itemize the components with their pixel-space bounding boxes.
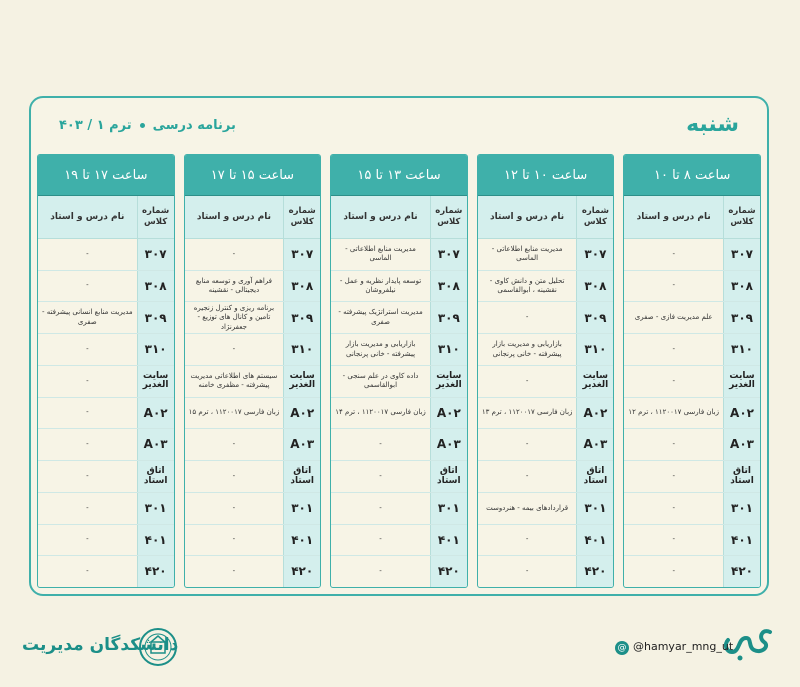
table-row [331, 302, 467, 334]
room-number: ۴۰۱ [576, 525, 613, 556]
room-number: ۴۲۰ [137, 556, 174, 587]
course-cell: - [379, 503, 382, 512]
time-column [184, 154, 322, 588]
course-cell: - [232, 503, 236, 512]
course-cell: - [232, 440, 236, 449]
course-cell: سیستم های اطلاعاتی مدیریت پیشرفته - مظفری خامنه [190, 371, 278, 390]
table-row [185, 334, 321, 366]
course-cell: مدیریت منابع اطلاعاتی - الماسی [345, 244, 416, 263]
course-cell: - [232, 566, 236, 575]
course-cell: - [672, 535, 675, 544]
room-number: اتاق استاد [283, 461, 320, 492]
course-cell: داده کاوی در علم سنجی - ابوالقاسمی [342, 371, 419, 390]
room-number-header: شماره کلاس [430, 196, 467, 238]
course-cell: - [86, 344, 89, 353]
course-name-header: نام درس و استاد [636, 212, 711, 222]
room-number: A۰۳ [137, 429, 174, 460]
room-number: ۳۰۱ [137, 493, 174, 524]
course-cell: - [232, 344, 236, 353]
table-row [478, 461, 614, 493]
course-cell: - [672, 440, 675, 449]
table-row [624, 239, 760, 271]
table-row [38, 493, 174, 525]
room-number: ۴۲۰ [723, 556, 760, 587]
room-number: ۴۲۰ [283, 556, 320, 587]
at-icon: @ [615, 641, 629, 655]
course-cell: - [86, 566, 89, 575]
room-number: ۳۰۷ [723, 239, 760, 270]
room-number: ۴۰۱ [283, 525, 320, 556]
room-number: A۰۳ [283, 429, 320, 460]
table-row [331, 556, 467, 587]
table-row [38, 334, 174, 366]
room-number: ۳۰۸ [576, 271, 613, 302]
room-number: ۳۰۹ [283, 302, 320, 333]
course-cell: - [86, 408, 89, 417]
room-number-header: شماره کلاس [137, 196, 174, 238]
room-number: اتاق استاد [576, 461, 613, 492]
room-number: A۰۳ [576, 429, 613, 460]
schedule-grid [37, 154, 761, 588]
table-row [624, 461, 760, 493]
table-row [38, 429, 174, 461]
course-cell: - [525, 535, 529, 544]
course-cell: علم مدیریت فازی - صفری [634, 313, 713, 322]
room-number: سایت الغدیر [723, 366, 760, 397]
course-cell: - [525, 440, 529, 449]
room-number: ۳۰۷ [430, 239, 467, 270]
course-cell: - [86, 281, 89, 290]
table-row [185, 302, 321, 334]
room-number: اتاق استاد [723, 461, 760, 492]
table-row [185, 366, 321, 398]
course-name-header: نام درس و استاد [196, 212, 272, 222]
course-cell: برنامه ریزی و کنترل زنجیره تامین و کانال های توزیع - جعفرنژاد [193, 303, 275, 331]
table-row [331, 366, 467, 398]
course-cell: - [672, 503, 675, 512]
table-row [478, 398, 614, 430]
table-row [624, 398, 760, 430]
course-name-header: نام درس و استاد [343, 212, 418, 222]
room-number: ۴۲۰ [576, 556, 613, 587]
handle-text: @hamyar_mng_ut [633, 640, 734, 653]
table-row [331, 493, 467, 525]
room-number: A۰۲ [430, 398, 467, 429]
room-number: ۳۰۱ [723, 493, 760, 524]
room-number: ۳۱۰ [137, 334, 174, 365]
time-column [330, 154, 468, 588]
course-name-header: نام درس و استاد [50, 212, 125, 222]
course-cell: - [379, 566, 382, 575]
course-cell: - [672, 344, 675, 353]
room-number: اتاق استاد [137, 461, 174, 492]
room-number: سایت الغدیر [137, 366, 174, 397]
course-cell: فراهم آوری و توسعه منابع دیجیتالی - نقشینه [195, 276, 273, 295]
room-number: ۳۰۱ [283, 493, 320, 524]
table-row [185, 493, 321, 525]
course-cell: مدیریت منابع اطلاعاتی - الماسی [491, 244, 563, 263]
column-subheader [185, 196, 321, 239]
course-cell: - [525, 566, 529, 575]
table-row [624, 271, 760, 303]
table-row [478, 239, 614, 271]
table-row [185, 525, 321, 557]
room-number: A۰۲ [723, 398, 760, 429]
course-cell: - [672, 471, 675, 480]
table-row [624, 525, 760, 557]
room-number: ۳۰۱ [430, 493, 467, 524]
room-number: A۰۲ [137, 398, 174, 429]
term-label: ترم ۱ / ۴۰۳ [59, 118, 132, 133]
table-row [185, 398, 321, 430]
university-emblem-icon [138, 627, 178, 667]
room-number: A۰۲ [283, 398, 320, 429]
table-row [38, 366, 174, 398]
course-cell: زبان فارسی ۱۱۲۰۰۱۷ ، ترم ۱۳ [481, 408, 573, 417]
table-row [38, 271, 174, 303]
table-row [331, 239, 467, 271]
column-subheader [478, 196, 614, 239]
time-slot-header: ساعت ۱۰ تا ۱۲ [478, 155, 614, 196]
course-name-header: نام درس و استاد [490, 212, 565, 222]
table-row [331, 525, 467, 557]
course-cell: - [379, 535, 382, 544]
table-row [478, 366, 614, 398]
course-cell: - [672, 249, 675, 258]
time-column [37, 154, 175, 588]
room-number: ۳۱۰ [576, 334, 613, 365]
time-slot-header: ساعت ۸ تا ۱۰ [624, 155, 760, 196]
room-number: ۳۰۹ [723, 302, 760, 333]
course-cell: - [672, 566, 675, 575]
room-number: ۳۱۰ [723, 334, 760, 365]
table-row [478, 556, 614, 587]
course-cell: - [672, 376, 675, 385]
room-number: A۰۲ [576, 398, 613, 429]
room-number: ۳۰۱ [576, 493, 613, 524]
room-number: ۳۰۸ [723, 271, 760, 302]
course-cell: قراردادهای بیمه - هنردوست [486, 503, 569, 512]
room-number: ۳۰۷ [576, 239, 613, 270]
table-row [38, 398, 174, 430]
room-number: سایت الغدیر [430, 366, 467, 397]
table-row [185, 556, 321, 587]
room-number: اتاق استاد [430, 461, 467, 492]
column-subheader [38, 196, 174, 239]
course-cell: بازاریابی و مدیریت بازار پیشرفته - خانی پرنجانی [492, 340, 562, 358]
table-row [38, 461, 174, 493]
table-row [38, 525, 174, 557]
course-cell: مدیریت استراتژیک پیشرفته - صفری [338, 308, 423, 326]
table-row [38, 302, 174, 334]
course-cell: - [86, 535, 89, 544]
table-row [38, 556, 174, 587]
table-row [185, 271, 321, 303]
time-slot-header: ساعت ۱۳ تا ۱۵ [331, 155, 467, 196]
course-cell: - [232, 535, 236, 544]
table-row [478, 525, 614, 557]
faculty-logo-text: دانشکدگان مدیریت [22, 635, 179, 655]
course-cell: - [379, 440, 382, 449]
time-slot-header: ساعت ۱۷ تا ۱۹ [38, 155, 174, 196]
time-column [477, 154, 615, 588]
course-cell: - [379, 471, 382, 480]
room-number-header: شماره کلاس [576, 196, 613, 238]
room-number: ۳۰۹ [430, 302, 467, 333]
room-number-header: شماره کلاس [283, 196, 320, 238]
course-cell: زبان فارسی ۱۱۲۰۰۱۷ ، ترم ۱۴ [335, 408, 426, 417]
course-cell: - [86, 471, 89, 480]
course-cell: مدیریت منابع انسانی پیشرفته - صفری [42, 308, 133, 326]
room-number: ۳۰۸ [430, 271, 467, 302]
room-number: ۳۰۷ [283, 239, 320, 270]
column-subheader [331, 196, 467, 239]
course-cell: - [86, 440, 89, 449]
table-row [478, 429, 614, 461]
course-cell: - [86, 503, 89, 512]
table-row [624, 334, 760, 366]
program-label: برنامه درسی [152, 118, 236, 133]
column-subheader [624, 196, 760, 239]
room-number: سایت الغدیر [576, 366, 613, 397]
table-row [624, 493, 760, 525]
table-row [478, 271, 614, 303]
table-row [185, 461, 321, 493]
room-number: ۳۰۹ [137, 302, 174, 333]
table-row [624, 556, 760, 587]
room-number: ۴۰۱ [723, 525, 760, 556]
schedule-card [29, 96, 769, 596]
course-cell: - [525, 376, 529, 385]
room-number: ۳۰۷ [137, 239, 174, 270]
course-cell: تحلیل متن و دانش کاوی - نقشینه ، ابوالقاسمی [489, 276, 565, 295]
room-number: ۳۱۰ [283, 334, 320, 365]
course-cell: بازاریابی و مدیریت بازار پیشرفته - خانی پرنجانی [345, 340, 416, 358]
day-title: شنبه [686, 112, 739, 137]
table-row [624, 429, 760, 461]
room-number: سایت الغدیر [283, 366, 320, 397]
table-row [331, 429, 467, 461]
table-row [38, 239, 174, 271]
table-row [624, 366, 760, 398]
table-row [478, 302, 614, 334]
course-cell: - [86, 249, 89, 258]
room-number: ۳۰۹ [576, 302, 613, 333]
course-cell: - [86, 376, 89, 385]
time-column [623, 154, 761, 588]
bullet-icon [140, 123, 145, 128]
course-cell: توسعه پایدار نظریه و عمل - نیلفروشان [339, 276, 422, 295]
table-row [185, 429, 321, 461]
table-row [478, 334, 614, 366]
course-cell: - [672, 281, 675, 290]
time-slot-header: ساعت ۱۵ تا ۱۷ [185, 155, 321, 196]
course-cell: زبان فارسی ۱۱۲۰۰۱۷ ، ترم ۱۵ [188, 408, 280, 417]
room-number: ۴۰۱ [430, 525, 467, 556]
table-row [331, 461, 467, 493]
course-cell: - [525, 471, 529, 480]
table-row [331, 398, 467, 430]
course-cell: زبان فارسی ۱۱۲۰۰۱۷ ، ترم ۱۲ [628, 408, 719, 417]
program-subtitle [59, 118, 236, 133]
room-number: ۴۰۱ [137, 525, 174, 556]
room-number: ۴۲۰ [430, 556, 467, 587]
room-number: A۰۳ [723, 429, 760, 460]
table-row [331, 271, 467, 303]
room-number: ۳۰۸ [137, 271, 174, 302]
room-number: ۳۰۸ [283, 271, 320, 302]
social-handle[interactable] [615, 640, 733, 655]
room-number: ۳۱۰ [430, 334, 467, 365]
room-number: A۰۳ [430, 429, 467, 460]
table-row [478, 493, 614, 525]
table-row [331, 334, 467, 366]
table-row [624, 302, 760, 334]
course-cell: - [525, 313, 529, 322]
table-row [185, 239, 321, 271]
room-number-header: شماره کلاس [723, 196, 760, 238]
course-cell: - [232, 471, 236, 480]
course-cell: - [232, 249, 236, 258]
